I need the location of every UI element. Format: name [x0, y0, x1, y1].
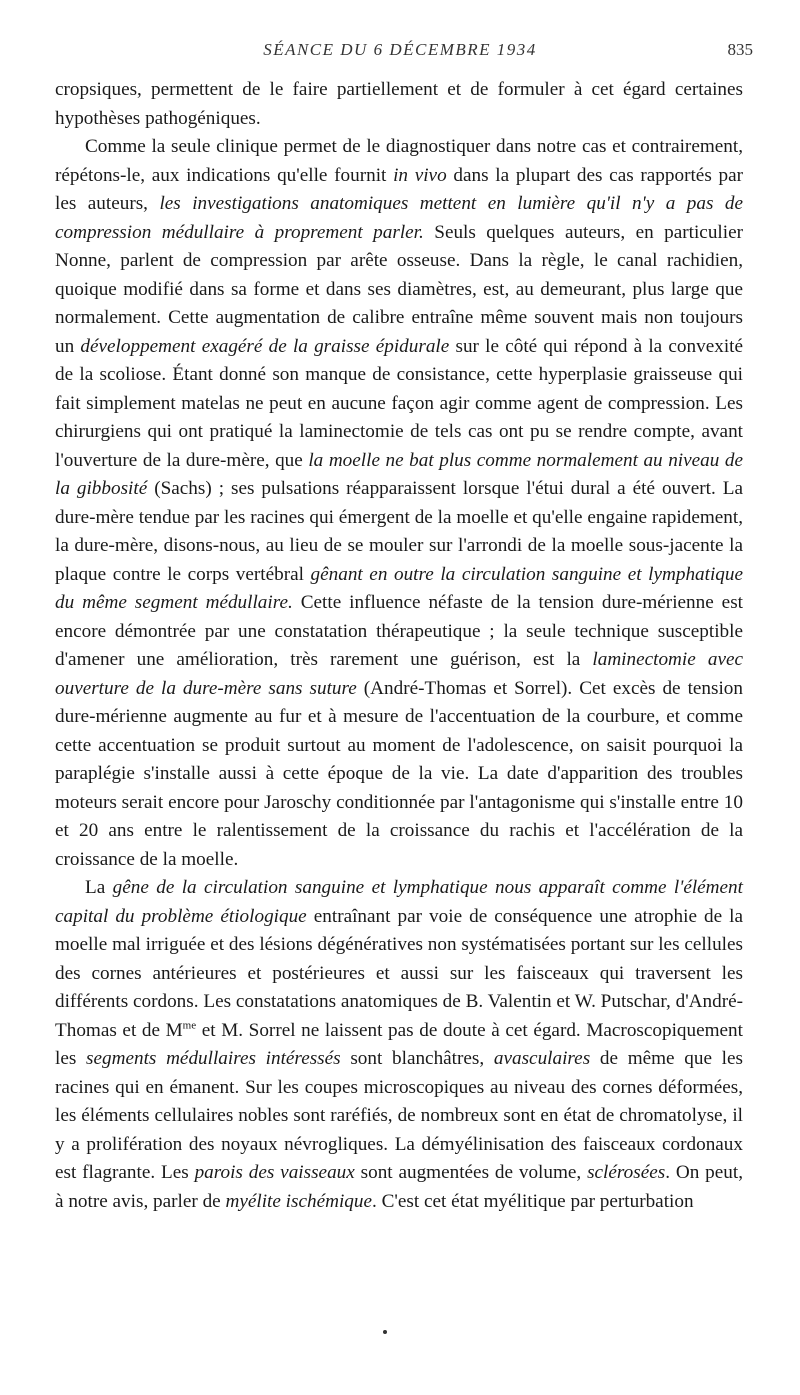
text-run: La — [85, 877, 113, 898]
text-run: . On peut, à notre avis, parler de — [55, 1162, 744, 1212]
italic-text: sclérosées — [587, 1162, 666, 1183]
text-run: sont blanchâtres, — [340, 1048, 494, 1069]
text-run: . C'est cet état myélitique par perturbation — [372, 1190, 694, 1212]
paragraph — [55, 76, 743, 133]
paragraph — [55, 133, 743, 874]
text-run: sont augmentées de volume, — [354, 1162, 588, 1183]
text-run: (André-Thomas et Sorrel). Cet excès de tension dure-mérienne augmente au fur et à mesure de l'accentuation de la courbure, et comme cette accentuation se produit surtout au moment de l'adolescence, on saisit pourquoi la paraplégie s'installe aussi à cette époque de la vie. La date d'apparition des troubles moteurs serait encore pour Jaroschy conditionnée par l'antagonisme qui s'installe entre 10 et 20 ans entre le ralentissement de la croissance du rachis et l'accélération de la croissance de la moelle. — [55, 677, 743, 870]
italic-text: développement exagéré de la graisse épidurale — [80, 335, 450, 357]
italic-text: les investigations anatomiques mettent en lumière qu'il n'y a pas de compression médullaire à proprement parler. — [55, 193, 743, 243]
italic-text: parois des vaisseaux — [194, 1162, 355, 1183]
italic-text: in vivo — [393, 164, 447, 186]
italic-text: avasculaires — [493, 1048, 591, 1069]
text-run: Cette influence néfaste de la tension dure-mérienne est encore démontrée par une constatation thérapeutique ; la seule technique susceptible d'amener une amélioration, très rarement une guérison, est la — [55, 592, 743, 670]
italic-text: gêne de la circulation sanguine et lymphatique nous apparaît comme l'élément capital du problème étiologique — [55, 877, 743, 927]
text-run: (Sachs) ; ses pulsations réapparaissent lorsque l'étui dural a été ouvert. La dure-mère tendue par les racines qui émergent de la moelle et qu'elle engaine rapidement, la dure-mère, disons-nous, au lieu de se mouler sur l'arrondi de la moelle sous-jacente la plaque contre le corps vertébral — [55, 478, 743, 585]
text-run: Seuls quelques auteurs, en particulier Nonne, parlent de compression par arête osseuse. Dans la règle, le canal rachidien, quoique modifié dans sa forme et dans ses diamètres, est, au demeurant, plus large que normalement. Cette augmentation de calibre entraîne même souvent mais non toujours un — [55, 221, 743, 357]
text-run: et M. Sorrel ne laissent pas de doute à cet égard. Macroscopiquement les — [55, 1019, 743, 1069]
text-run: Comme la seule clinique permet de le diagnostiquer dans notre cas et contrairement, répétons-le, aux indications qu'elle fournit — [55, 136, 743, 186]
text-run: cropsiques, permettent de le faire partiellement et de formuler à cet égard certaines hypothèses pathogéniques. — [55, 79, 743, 129]
text-run: dans la plupart des cas rapportés par les auteurs, — [55, 164, 743, 214]
paragraph — [55, 874, 743, 1216]
italic-text: gênant en outre la circulation sanguine et lymphatique du même segment médullaire. — [55, 563, 744, 613]
page-number: 835 — [727, 40, 753, 59]
running-head: SÉANCE DU 6 DÉCEMBRE 1934 — [263, 40, 537, 59]
page-header — [55, 40, 753, 64]
body-text — [55, 76, 743, 1216]
superscript-text: me — [182, 1019, 197, 1032]
text-run: entraînant par voie de conséquence une atrophie de la moelle mal irriguée et des lésions dégénératives non systématisées portant sur les cellules des cornes antérieures et postérieures et aussi sur les faisceaux qui traversent les différents cordons. Les constatations anatomiques de B. Valentin et W. Putschar, d'André-Thomas et de M — [55, 905, 744, 1041]
italic-text: la moelle ne bat plus comme normalement au niveau de la gibbosité — [55, 449, 744, 499]
italic-text: segments médullaires intéressés — [86, 1048, 341, 1069]
italic-text: myélite ischémique — [225, 1190, 372, 1212]
text-run: sur le côté qui répond à la convexité de la scoliose. Étant donné son manque de consistance, cette hyperplasie graisseuse qui fait simplement matelas ne peut en aucune façon agir comme agent de compression. Les chirurgiens qui ont pratiqué la laminectomie de tels cas ont pu se rendre compte, avant l'ouverture de la dure-mère, que — [55, 335, 743, 471]
text-run: de même que les racines qui en émanent. Sur les coupes microscopiques au niveau des cornes déformées, les éléments cellulaires nobles sont raréfiés, de nombreux sont en état de chromatolyse, il y a prolifération des noyaux névrogliques. La démyélinisation des faisceaux cordonaux est flagrante. Les — [55, 1048, 743, 1183]
print-speck — [383, 1330, 387, 1334]
italic-text: laminectomie avec ouverture de la dure-mère sans suture — [55, 649, 743, 699]
